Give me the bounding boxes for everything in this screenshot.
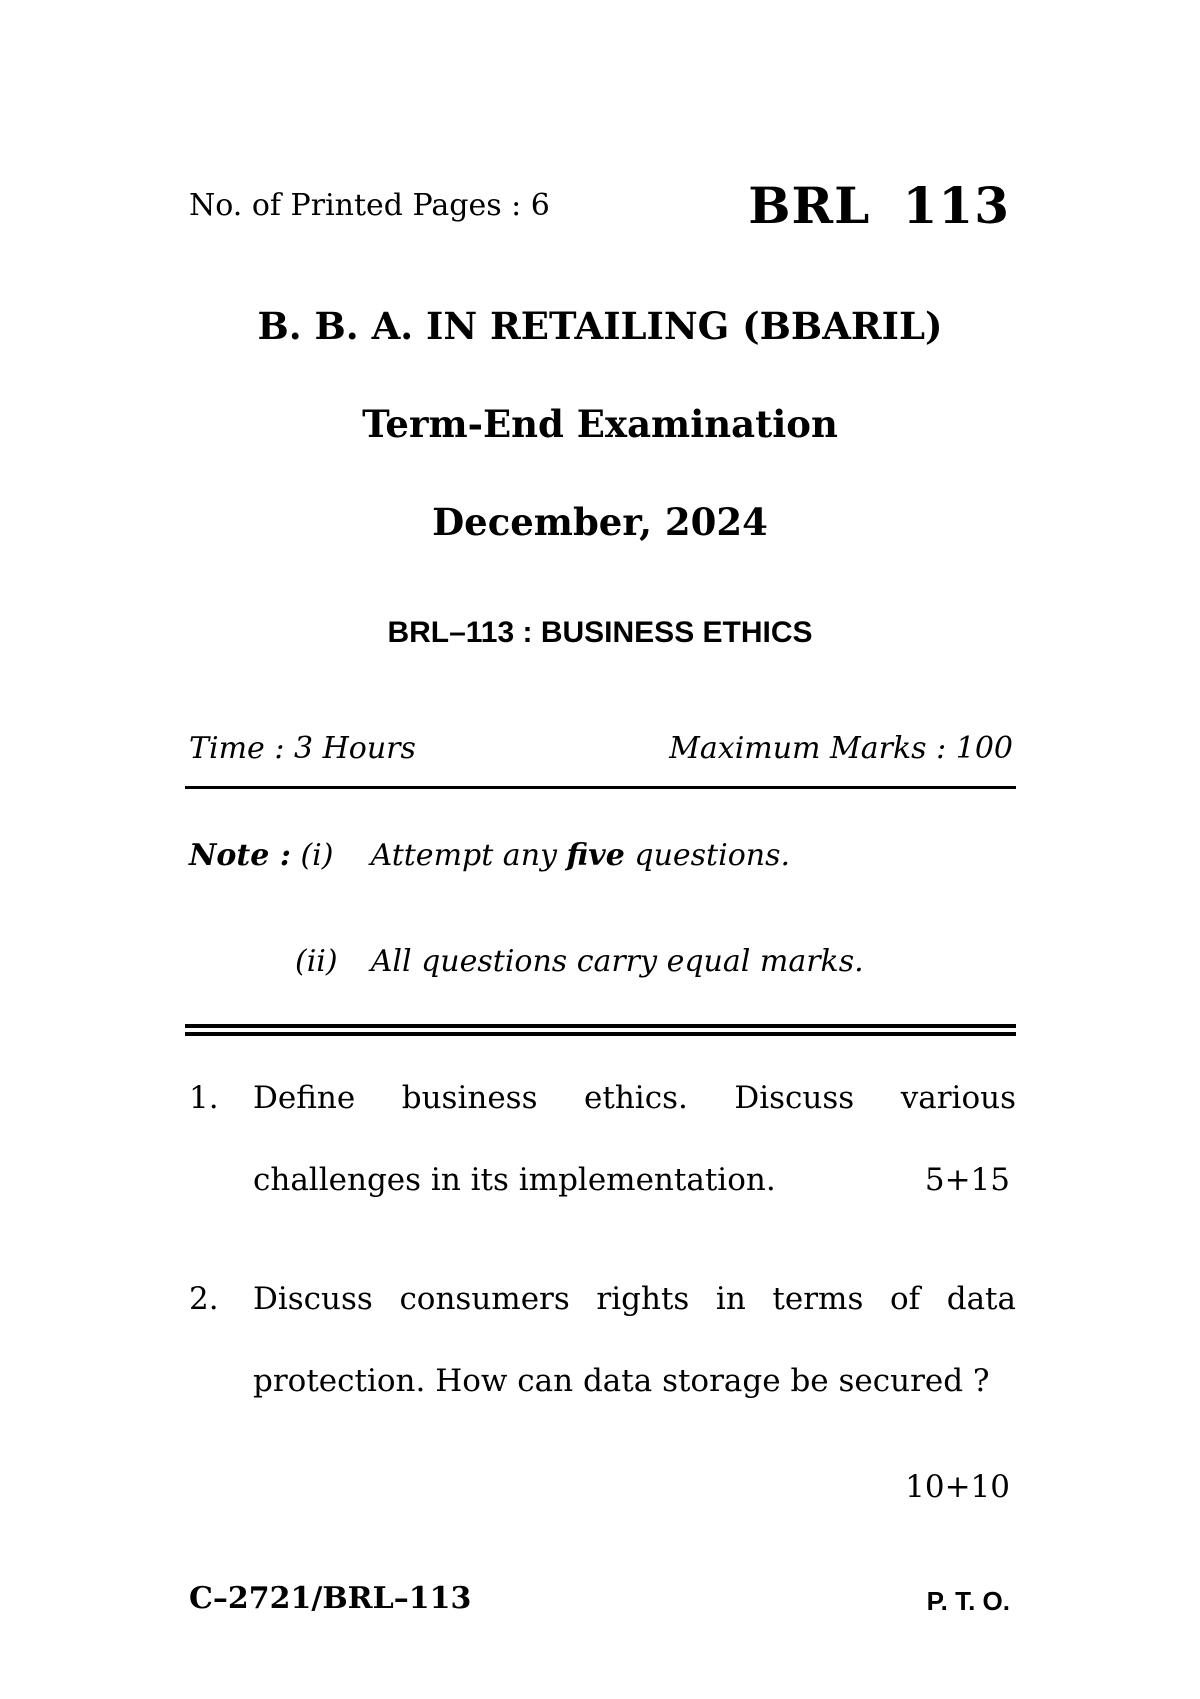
exam-title: Term-End Examination	[362, 402, 838, 446]
question-text-line: protection. How can data storage be secured ?	[253, 1363, 990, 1399]
divider-line	[185, 786, 1016, 789]
note-label: Note :	[189, 838, 291, 873]
question-number: 2.	[189, 1281, 219, 1317]
note-item-1	[189, 838, 790, 873]
question-text-line: challenges in its implementation.	[253, 1162, 776, 1198]
note-item-text: All questions carry equal marks.	[370, 944, 864, 979]
exam-date: December, 2024	[432, 500, 768, 544]
time-label: Time : 3 Hours	[189, 731, 416, 766]
course-title: BRL–113 : BUSINESS ETHICS	[387, 616, 813, 649]
note-item-number: (ii)	[295, 944, 338, 979]
footer-pto: P. T. O.	[926, 1586, 1010, 1616]
note-item-text-post: questions.	[624, 838, 791, 873]
note-item-number: (i)	[300, 838, 334, 873]
question-marks: 10+10	[905, 1469, 1010, 1505]
question-text-line: Define business ethics. Discuss various	[253, 1080, 1016, 1116]
question-marks: 5+15	[924, 1162, 1010, 1198]
double-divider-top	[185, 1024, 1016, 1028]
printed-pages-label: No. of Printed Pages : 6	[189, 188, 550, 223]
double-divider-bottom	[185, 1032, 1016, 1036]
max-marks-label: Maximum Marks : 100	[669, 731, 1013, 766]
question-text-line: Discuss consumers rights in terms of data	[253, 1281, 1016, 1317]
question-number: 1.	[189, 1080, 219, 1116]
footer-paper-code: C–2721/BRL–113	[189, 1581, 472, 1616]
note-item-2	[295, 944, 864, 979]
programme-title: B. B. A. IN RETAILING (BBARIL)	[257, 304, 943, 348]
note-item-emphasis: five	[566, 838, 625, 873]
note-item-text-pre: Attempt any	[370, 838, 567, 873]
paper-code: BRL 113	[748, 176, 1010, 235]
